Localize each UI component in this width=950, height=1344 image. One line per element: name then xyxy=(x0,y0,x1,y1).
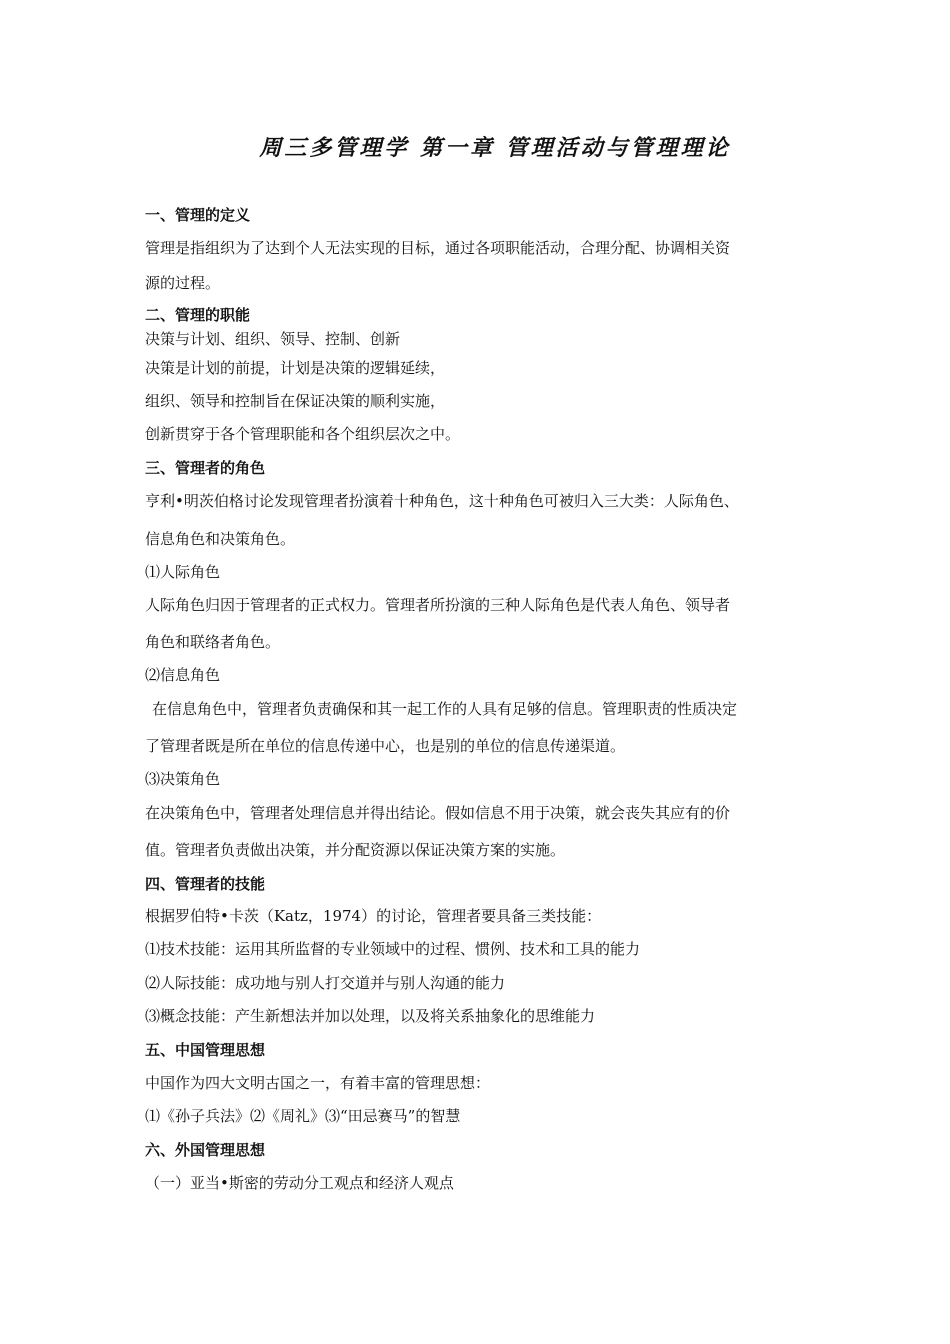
subheading-line: ⑴人际角色 xyxy=(145,563,221,581)
paragraph-line: 在决策角色中，管理者处理信息并得出结论。假如信息不用于决策，就会丧失其应有的价 xyxy=(145,804,731,822)
section-heading-5: 五、中国管理思想 xyxy=(145,1041,266,1059)
section-heading-6: 六、外国管理思想 xyxy=(145,1141,266,1159)
paragraph-line: 亨利•明茨伯格讨论发现管理者扮演着十种角色，这十种角色可被归入三大类：人际角色、 xyxy=(145,492,739,510)
paragraph-line: 在信息角色中，管理者负责确保和其一起工作的人具有足够的信息。管理职责的性质决定 xyxy=(152,700,738,718)
paragraph-line: 组织、领导和控制旨在保证决策的顺利实施， xyxy=(145,392,446,410)
section-heading-4: 四、管理者的技能 xyxy=(145,875,266,893)
section-heading-1: 一、管理的定义 xyxy=(145,206,251,224)
paragraph-line: 信息角色和决策角色。 xyxy=(145,530,296,548)
paragraph-line: 管理是指组织为了达到个人无法实现的目标，通过各项职能活动，合理分配、协调相关资 xyxy=(145,239,731,257)
paragraph-line: 角色和联络者角色。 xyxy=(145,633,281,651)
list-item: ⑴《孙子兵法》⑵《周礼》⑶“田忌赛马”的智慧 xyxy=(145,1107,461,1125)
list-item: ⑵人际技能：成功地与别人打交道并与别人沟通的能力 xyxy=(145,974,506,992)
paragraph-line: 决策与计划、组织、领导、控制、创新 xyxy=(145,330,401,348)
paragraph-line: （一）亚当•斯密的劳动分工观点和经济人观点 xyxy=(145,1174,454,1192)
paragraph-line: 决策是计划的前提，计划是决策的逻辑延续， xyxy=(145,359,446,377)
paragraph-line: 人际角色归因于管理者的正式权力。管理者所扮演的三种人际角色是代表人角色、领导者 xyxy=(145,596,731,614)
subheading-line: ⑶决策角色 xyxy=(145,770,221,788)
list-item: ⑴技术技能：运用其所监督的专业领域中的过程、惯例、技术和工具的能力 xyxy=(145,940,641,958)
paragraph-line: 根据罗伯特•卡茨（Katz，1974）的讨论，管理者要具备三类技能： xyxy=(145,907,602,925)
paragraph-line: 值。管理者负责做出决策，并分配资源以保证决策方案的实施。 xyxy=(145,841,566,859)
list-item: ⑶概念技能：产生新想法并加以处理，以及将关系抽象化的思维能力 xyxy=(145,1007,596,1025)
section-heading-2: 二、管理的职能 xyxy=(145,306,251,324)
section-heading-3: 三、管理者的角色 xyxy=(145,459,266,477)
page-title: 周三多管理学 第一章 管理活动与管理理论 xyxy=(259,135,731,161)
paragraph-line: 中国作为四大文明古国之一，有着丰富的管理思想： xyxy=(145,1074,491,1092)
paragraph-line: 创新贯穿于各个管理职能和各个组织层次之中。 xyxy=(145,425,461,443)
paragraph-line: 源的过程。 xyxy=(145,274,221,292)
paragraph-line: 了管理者既是所在单位的信息传递中心，也是别的单位的信息传递渠道。 xyxy=(145,737,626,755)
subheading-line: ⑵信息角色 xyxy=(145,666,221,684)
